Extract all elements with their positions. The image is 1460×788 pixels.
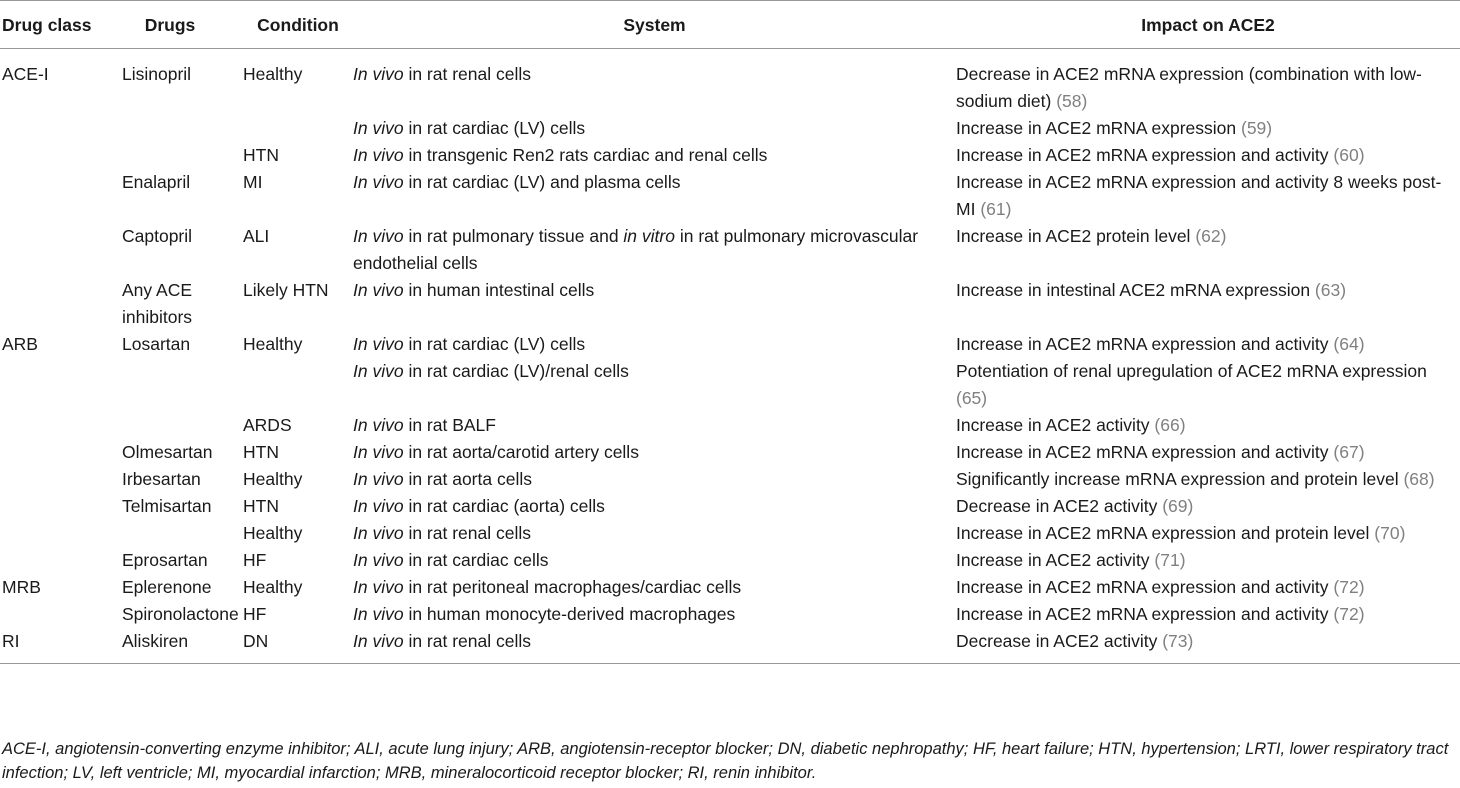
system-italic-text: In vivo [353,523,404,543]
cell-drug: Telmisartan [122,496,212,516]
impact-text: Decrease in ACE2 mRNA expression (combination with low-sodium diet) [956,64,1422,111]
cell-impact [956,142,1460,169]
system-text: in rat BALF [403,415,496,435]
cell-drug: Eprosartan [122,550,208,570]
cell-drug-class [0,277,97,331]
table-row [0,466,1460,493]
cell-condition: HTN [243,145,279,165]
impact-text: Increase in ACE2 mRNA expression and activity [956,577,1334,597]
header-system: System [353,1,956,49]
cell-condition: HF [243,604,267,624]
cell-impact [956,601,1460,628]
cell-drug [97,358,243,412]
reference-link[interactable]: (58) [1056,91,1088,111]
system-italic-text: In vivo [353,469,404,489]
cell-condition: Healthy [243,523,303,543]
cell-condition: Healthy [243,64,303,84]
table-row [0,49,1460,116]
impact-text: Increase in ACE2 mRNA expression and activity [956,442,1334,462]
cell-system [353,520,956,547]
system-italic-text: In vivo [353,604,404,624]
system-text: in rat cardiac (LV) cells [403,334,586,354]
cell-system [353,601,956,628]
cell-drug-class [0,169,97,223]
system-italic-text: In vivo [353,631,404,651]
system-italic-text: In vivo [353,118,404,138]
cell-condition: HTN [243,496,279,516]
table-row [0,169,1460,223]
table-row [0,439,1460,466]
cell-drug: Eplerenone [122,577,212,597]
cell-system [353,49,956,116]
cell-impact [956,574,1460,601]
cell-condition: HF [243,550,267,570]
cell-condition [243,358,353,412]
system-italic-text: In vivo [353,442,404,462]
system-text: in human intestinal cells [403,280,595,300]
cell-drug-class [0,358,97,412]
cell-condition: Likely HTN [243,280,329,300]
system-italic-text: in vitro [623,226,675,246]
table-footnote: ACE-I, angiotensin-converting enzyme inhibitor; ALI, acute lung injury; ARB, angiotensin-receptor blocker; DN, diabetic nephropathy; HF, heart failure; HTN, hypertension; LRTI, lower respiratory tract infection; LV, left ventricle; MI, myocardial infarction; MRB, mineralocorticoid receptor blocker; RI, renin inhibitor. [2,740,1449,782]
cell-condition: Healthy [243,469,303,489]
system-italic-text: In vivo [353,415,404,435]
cell-condition: HTN [243,442,279,462]
cell-condition: ARDS [243,415,292,435]
reference-link[interactable]: (66) [1154,415,1186,435]
cell-impact [956,547,1460,574]
cell-drug: Any ACE inhibitors [122,280,193,327]
cell-drug [97,142,243,169]
cell-system [353,277,956,331]
system-text: in rat pulmonary microvascular endothelial cells [353,226,919,273]
reference-link[interactable]: (72) [1333,604,1365,624]
cell-drug-class [0,223,97,277]
cell-drug: Captopril [122,226,193,246]
cell-condition: DN [243,628,353,664]
system-text: in transgenic Ren2 rats cardiac and renal cells [403,145,768,165]
reference-link[interactable]: (71) [1154,550,1186,570]
table-row [0,277,1460,331]
reference-link[interactable]: (73) [1162,631,1194,651]
cell-system [353,331,956,358]
cell-impact [956,439,1460,466]
table-row [0,331,1460,358]
table-body [0,49,1460,664]
cell-system [353,142,956,169]
cell-impact [956,412,1460,439]
cell-system [353,412,956,439]
cell-drug: Losartan [122,334,191,354]
cell-impact [956,358,1460,412]
system-text: in human monocyte-derived macrophages [403,604,736,624]
impact-text: Decrease in ACE2 activity [956,496,1163,516]
cell-drug: Olmesartan [122,442,213,462]
reference-link[interactable]: (63) [1314,280,1347,300]
cell-condition [243,115,353,142]
table-header [0,1,1460,49]
system-italic-text: In vivo [353,64,404,84]
cell-drug-class: MRB [2,577,41,597]
cell-drug-class: RI [0,628,97,664]
table-row [0,574,1460,601]
cell-system [353,466,956,493]
system-text: in rat aorta cells [403,469,532,489]
cell-system [353,223,956,277]
cell-drug: Spironolactone [122,604,239,624]
system-text: in rat cardiac (aorta) cells [403,496,605,516]
system-italic-text: In vivo [353,280,404,300]
cell-system [353,574,956,601]
cell-system [353,493,956,520]
cell-drug-class: ACE-I [2,64,49,84]
cell-system [353,547,956,574]
reference-link[interactable]: (72) [1333,577,1365,597]
system-text: in rat peritoneal macrophages/cardiac cells [403,577,742,597]
table-row [0,412,1460,439]
system-italic-text: In vivo [353,334,404,354]
cell-drug-class [0,520,97,547]
header-drugs: Drugs [97,1,243,49]
cell-condition: Healthy [243,577,303,597]
system-text: in rat cardiac (LV) cells [403,118,586,138]
cell-drug: Lisinopril [122,64,192,84]
impact-text: Increase in ACE2 mRNA expression and activity [956,604,1334,624]
system-italic-text: In vivo [353,577,404,597]
reference-link[interactable]: (62) [1195,226,1227,246]
cell-drug-class [0,493,97,520]
impact-text: Increase in ACE2 mRNA expression and activity [956,334,1334,354]
impact-text: Increase in ACE2 activity [956,415,1155,435]
system-text: in rat renal cells [403,64,531,84]
table-row [0,223,1460,277]
cell-drug-class [0,466,97,493]
impact-text: Potentiation of renal upregulation of ACE2 mRNA expression [956,361,1427,381]
impact-text: Increase in ACE2 mRNA expression and protein level [956,523,1375,543]
impact-text: Increase in ACE2 mRNA expression and activity 8 weeks post-MI [956,172,1442,219]
table-row [0,628,1460,664]
impact-text: Significantly increase mRNA expression and protein level [956,469,1404,489]
cell-impact [956,115,1460,142]
cell-impact [956,520,1460,547]
cell-impact [956,331,1460,358]
reference-link[interactable]: (60) [1333,145,1365,165]
system-text: in rat cardiac cells [403,550,549,570]
system-italic-text: In vivo [353,172,404,192]
system-text: in rat aorta/carotid artery cells [403,442,639,462]
cell-condition: ALI [243,226,270,246]
cell-condition: Healthy [243,334,303,354]
cell-impact [956,49,1460,116]
cell-drug: Irbesartan [122,469,201,489]
cell-system [353,358,956,412]
system-italic-text: In vivo [353,550,404,570]
table-row [0,142,1460,169]
system-italic-text: In vivo [353,361,404,381]
cell-impact [956,466,1460,493]
cell-drug-class [0,115,97,142]
system-italic-text: In vivo [353,496,404,516]
cell-drug [97,520,243,547]
table-row [0,358,1460,412]
cell-system [353,169,956,223]
cell-drug-class [0,547,97,574]
system-text: in rat renal cells [403,631,531,651]
reference-link[interactable]: (69) [1162,496,1194,516]
cell-drug [97,412,243,439]
cell-impact [956,628,1460,664]
impact-text: Increase in ACE2 mRNA expression and activity [956,145,1334,165]
cell-impact [956,493,1460,520]
cell-impact [956,169,1460,223]
table-row [0,601,1460,628]
cell-drug-class [0,601,97,628]
impact-text: Increase in intestinal ACE2 mRNA expression [956,280,1315,300]
system-text: in rat pulmonary tissue and [403,226,624,246]
reference-link[interactable]: (67) [1333,442,1365,462]
cell-drug-class [0,439,97,466]
cell-drug: Aliskiren [97,628,243,664]
cell-system [353,115,956,142]
cell-drug: Enalapril [122,172,191,192]
system-text: in rat renal cells [403,523,531,543]
cell-condition: MI [243,172,263,192]
cell-system [353,628,956,664]
table-row [0,520,1460,547]
impact-text: Increase in ACE2 protein level [956,226,1196,246]
system-italic-text: In vivo [353,145,404,165]
impact-text: Increase in ACE2 activity [956,550,1155,570]
system-text: in rat cardiac (LV) and plasma cells [403,172,681,192]
cell-drug [97,115,243,142]
cell-impact [956,277,1460,331]
reference-link[interactable]: (70) [1374,523,1406,543]
system-italic-text: In vivo [353,226,404,246]
impact-text: Increase in ACE2 mRNA expression [956,118,1241,138]
cell-impact [956,223,1460,277]
reference-link[interactable]: (65) [956,388,988,408]
table-row [0,547,1460,574]
table-row [0,115,1460,142]
cell-drug-class [0,142,97,169]
header-impact: Impact on ACE2 [956,1,1460,49]
header-row [0,1,1460,49]
reference-link[interactable]: (68) [1403,469,1435,489]
cell-system [353,439,956,466]
impact-text: Decrease in ACE2 activity [956,631,1163,651]
header-drug-class: Drug class [0,1,97,49]
header-condition: Condition [243,1,353,49]
table-row [0,493,1460,520]
reference-link[interactable]: (61) [980,199,1012,219]
system-text: in rat cardiac (LV)/renal cells [403,361,629,381]
cell-drug-class: ARB [2,334,38,354]
reference-link[interactable]: (59) [1241,118,1273,138]
reference-link[interactable]: (64) [1333,334,1365,354]
cell-drug-class [0,412,97,439]
